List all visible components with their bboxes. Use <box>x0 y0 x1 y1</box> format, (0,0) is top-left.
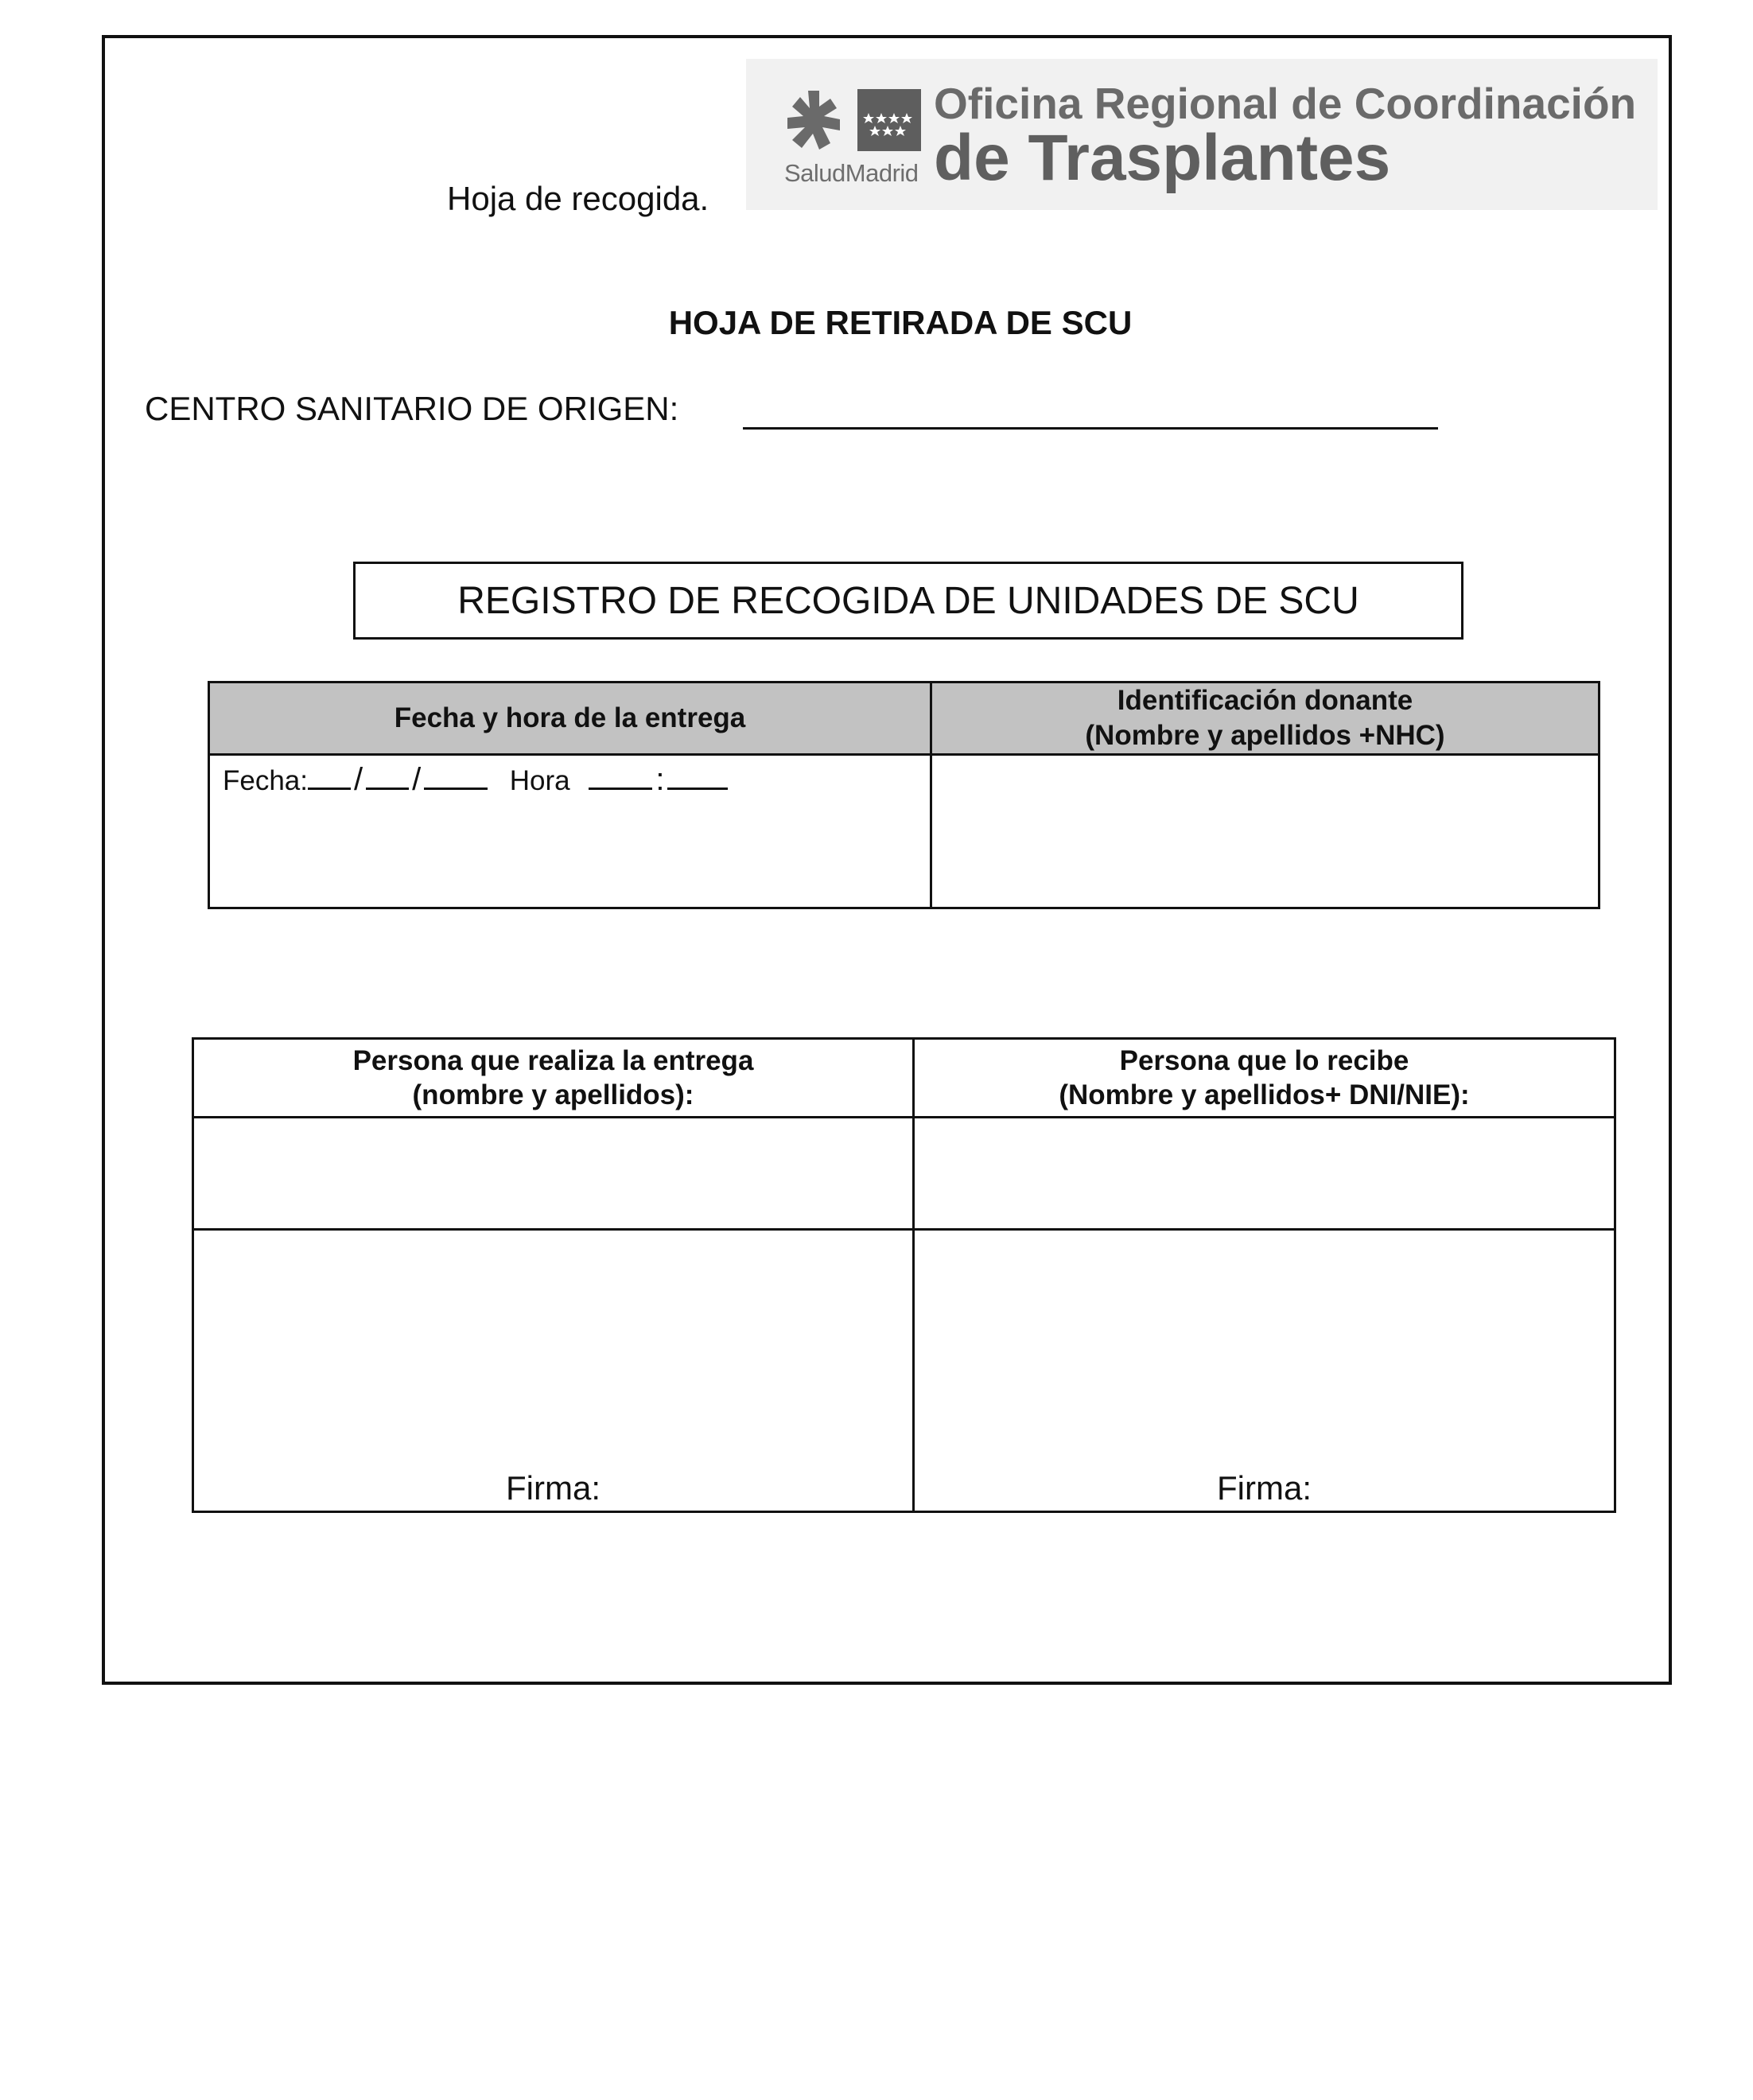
donor-id-header <box>931 682 1599 755</box>
deliverer-header-line2: (nombre y apellidos): <box>412 1079 694 1110</box>
logo-org-line2: de Trasplantes <box>934 122 1391 194</box>
time-hour-field[interactable] <box>589 764 652 790</box>
deliverer-header-line1: Persona que realiza la entrega <box>352 1045 754 1076</box>
date-day-field[interactable] <box>308 764 351 790</box>
header-logo <box>746 59 1658 210</box>
receiver-header-line2: (Nombre y apellidos+ DNI/NIE): <box>1059 1079 1470 1110</box>
page-title: HOJA DE RETIRADA DE SCU <box>668 304 1133 341</box>
sheet-label: Hoja de recogida. <box>447 180 709 217</box>
deliverer-signature-cell[interactable] <box>193 1230 914 1512</box>
receiver-signature-cell[interactable] <box>914 1230 1615 1512</box>
persons-table <box>192 1037 1616 1513</box>
receiver-name-cell[interactable] <box>914 1118 1615 1230</box>
receiver-signature-label: Firma: <box>1217 1469 1312 1507</box>
date-separator: / <box>412 762 422 797</box>
date-month-field[interactable] <box>366 764 409 790</box>
time-label: Hora <box>509 765 570 796</box>
date-year-field[interactable] <box>424 764 488 790</box>
origin-center-label: CENTRO SANITARIO DE ORIGEN: <box>145 390 679 427</box>
time-minute-field[interactable] <box>667 764 728 790</box>
date-time-line <box>210 756 930 798</box>
deliverer-signature-label: Firma: <box>506 1469 601 1507</box>
salud-madrid-emblem-icon <box>784 88 856 153</box>
logo-brand-text: SaludMadrid <box>784 159 919 187</box>
delivery-table <box>208 681 1600 909</box>
delivery-datetime-cell[interactable] <box>209 755 931 908</box>
time-separator: : <box>655 762 665 797</box>
donor-id-header-line2: (Nombre y apellidos +NHC) <box>1085 720 1445 751</box>
receiver-header <box>914 1039 1615 1118</box>
donor-id-header-line1: Identificación donante <box>1117 685 1413 716</box>
date-label: Fecha: <box>223 765 308 796</box>
receiver-header-line1: Persona que lo recibe <box>1119 1045 1409 1076</box>
madrid-stars-flag-icon <box>857 89 921 151</box>
deliverer-header <box>193 1039 914 1118</box>
logo-org-line1: Oficina Regional de Coordinación <box>934 79 1637 128</box>
date-separator: / <box>354 762 363 797</box>
delivery-datetime-header: Fecha y hora de la entrega <box>209 682 931 755</box>
deliverer-name-cell[interactable] <box>193 1118 914 1230</box>
register-section-title: REGISTRO DE RECOGIDA DE UNIDADES DE SCU <box>353 562 1463 640</box>
donor-id-cell[interactable] <box>931 755 1599 908</box>
origin-center-field[interactable] <box>743 427 1438 430</box>
